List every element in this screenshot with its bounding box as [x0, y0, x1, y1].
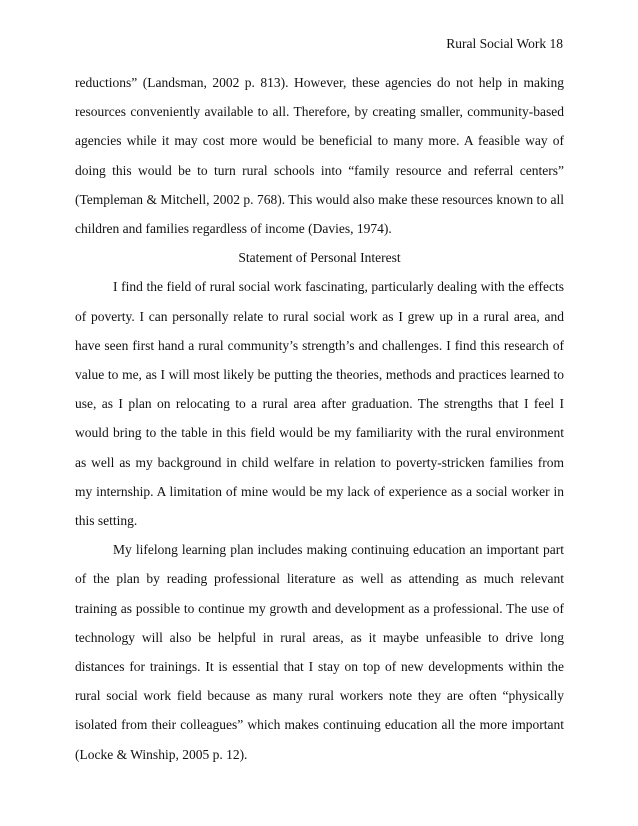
section-heading: Statement of Personal Interest	[238, 250, 401, 266]
paragraph-learning-plan: My lifelong learning plan includes making continuing education an important part of the plan by reading professional literature as well as attending as much relevant training as possible to continue my growth and development as a professional. The use of technology will also be helpful in rural areas, as it maybe unfeasible to drive long distances for trainings. It is essential that I stay on top of new developments within the rural social work field because as many rural workers note they are often “physically isolated from their colleagues” which makes continuing education all the more important (Locke & Winship, 2005 p. 12).	[75, 542, 564, 762]
paragraph-continued: reductions” (Landsman, 2002 p. 813). However, these agencies do not help in making resources conveniently available to all. Therefore, by creating smaller, community-based agencies while it may cost more would be beneficial to many more. A feasible way of doing this would be to turn rural schools into “family resource and referral centers” (Templeman & Mitchell, 2002 p. 768). This would also make these resources known to all children and families regardless of income (Davies, 1974).	[75, 75, 564, 237]
paragraph-personal-interest: I find the field of rural social work fascinating, particularly dealing with the effects of poverty. I can personally relate to rural social work as I grew up in a rural area, and have seen first hand a rural community’s strength’s and challenges. I find this research of value to me, as I will most likely be putting the theories, methods and practices learned to use, as I plan on relocating to a rural area after graduation. The strengths that I feel I would bring to the table in this field would be my familiarity with the rural environment as well as my background in child welfare in relation to poverty-stricken families from my internship. A limitation of mine would be my lack of experience as a social worker in this setting.	[75, 279, 564, 529]
body-text	[75, 68, 564, 769]
running-head: Rural Social Work 18	[446, 36, 563, 51]
